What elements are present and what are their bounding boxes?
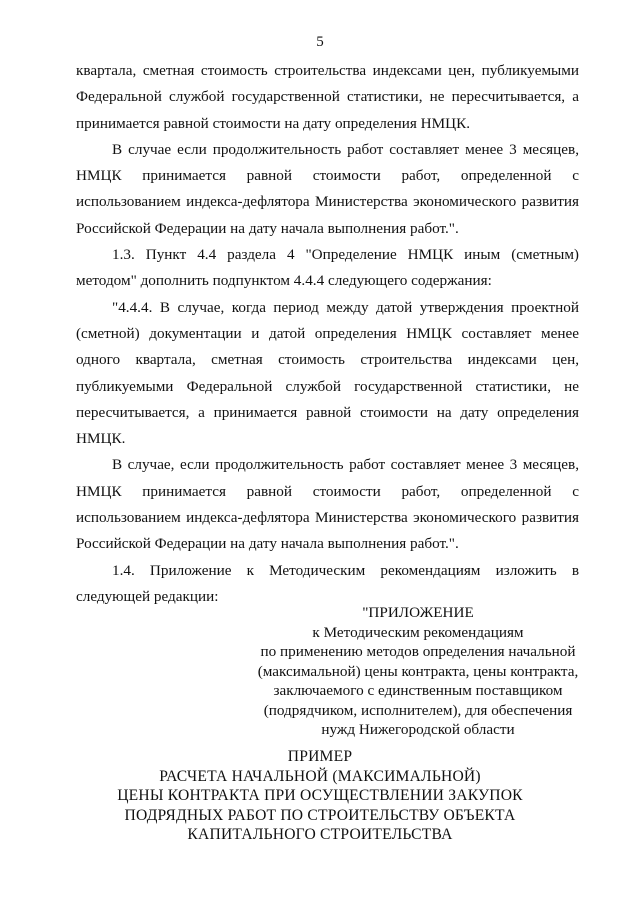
appendix-line: по применению методов определения начальной bbox=[260, 643, 576, 660]
appendix-line: заключаемого с единственным поставщиком bbox=[273, 682, 563, 699]
page-number: 5 bbox=[316, 34, 324, 50]
example-title-line: ЦЕНЫ КОНТРАКТА ПРИ ОСУЩЕСТВЛЕНИИ ЗАКУПОК bbox=[117, 787, 523, 805]
appendix-line: нужд Нижегородской области bbox=[321, 721, 515, 738]
example-title-line: РАСЧЕТА НАЧАЛЬНОЙ (МАКСИМАЛЬНОЙ) bbox=[159, 767, 481, 785]
paragraph-item-1-3: 1.3. Пункт 4.4 раздела 4 "Определение НМЦК иным (сметным) методом" дополнить подпунктом 4.4.4 следующего содержания: bbox=[76, 246, 579, 290]
paragraph-short-duration-2: В случае, если продолжительность работ составляет менее 3 месяцев, НМЦК принимается равной стоимости работ, определенной с использованием индекса-дефлятора Министерства экономического развития Российской Федерации на дату начала выполнения работ.". bbox=[76, 456, 579, 553]
paragraph-subitem-4-4-4: "4.4.4. В случае, когда период между датой утверждения проектной (сметной) документации и датой определения НМЦК составляет менее одного квартала, сметная стоимость строительства индексами цен, публикуемыми Федеральной службой государственной статистики, не пересчитывается, а принимается равной стоимости на дату определения НМЦК. bbox=[76, 298, 579, 448]
example-title-line: КАПИТАЛЬНОГО СТРОИТЕЛЬСТВА bbox=[187, 826, 453, 844]
paragraph-short-duration: В случае если продолжительность работ составляет менее 3 месяцев, НМЦК принимается равной стоимости работ, определенной с использованием индекса-дефлятора Министерства экономического развития Российской Федерации на дату начала выполнения работ.". bbox=[76, 140, 579, 237]
example-title-line: ПОДРЯДНЫХ РАБОТ ПО СТРОИТЕЛЬСТВУ ОБЪЕКТА bbox=[124, 806, 516, 824]
document-body bbox=[76, 58, 579, 610]
appendix-line: "ПРИЛОЖЕНИЕ bbox=[362, 604, 474, 621]
example-title-line: ПРИМЕР bbox=[287, 748, 353, 765]
paragraph-continuation: квартала, сметная стоимость строительства индексами цен, публикуемыми Федеральной службой государственной статистики, не пересчитывается, а принимается равной стоимости на дату определения НМЦК. bbox=[76, 62, 579, 132]
appendix-heading bbox=[238, 603, 598, 740]
appendix-line: (максимальной) цены контракта, цены контракта, bbox=[257, 662, 579, 680]
example-title bbox=[0, 747, 640, 845]
paragraph-item-1-4: 1.4. Приложение к Методическим рекомендациям изложить в следующей редакции: bbox=[76, 561, 579, 605]
appendix-line: к Методическим рекомендациям bbox=[312, 623, 524, 641]
appendix-line: (подрядчиком, исполнителем), для обеспечения bbox=[263, 701, 573, 719]
